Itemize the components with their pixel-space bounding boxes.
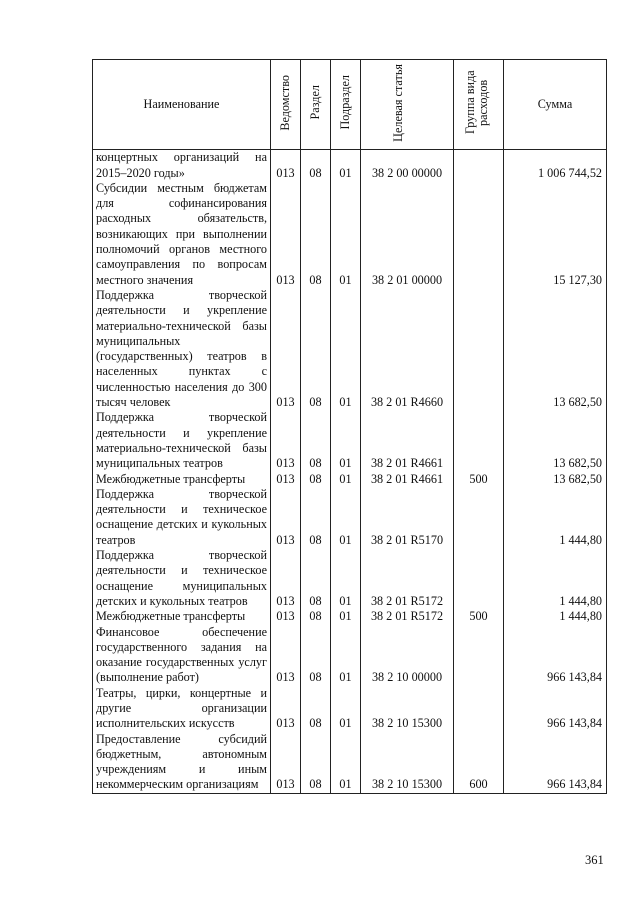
row-podrazdel: 01 — [331, 609, 361, 624]
row-sum: 966 143,84 — [504, 686, 607, 732]
row-name: концертных организаций на 2015–2020 годы» — [93, 150, 271, 181]
row-vedomstvo: 013 — [271, 609, 301, 624]
budget-table — [92, 59, 607, 794]
table-row — [93, 609, 607, 624]
row-vedomstvo: 013 — [271, 625, 301, 686]
row-sum: 1 444,80 — [504, 487, 607, 548]
row-razdel: 08 — [301, 181, 331, 288]
row-name: Субсидии местным бюджетам для софинансирования расходных обязательств, возникающих при выполнении полномочий органов местного самоуправления по вопросам местного значения — [93, 181, 271, 288]
row-podrazdel: 01 — [331, 625, 361, 686]
table-row — [93, 732, 607, 794]
row-vedomstvo: 013 — [271, 548, 301, 609]
row-vedomstvo: 013 — [271, 288, 301, 410]
row-name: Поддержка творческой деятельности и укрепление материально-технической базы муниципальных (государственных) театров в населенных пунктах с численностью населения до 300 тысяч человек — [93, 288, 271, 410]
row-group — [454, 410, 504, 471]
row-group — [454, 181, 504, 288]
table-row — [93, 548, 607, 609]
row-sum: 15 127,30 — [504, 181, 607, 288]
row-name: Межбюджетные трансферты — [93, 472, 271, 487]
row-podrazdel: 01 — [331, 686, 361, 732]
row-razdel: 08 — [301, 487, 331, 548]
row-group: 500 — [454, 609, 504, 624]
row-group — [454, 625, 504, 686]
table-header-row — [93, 60, 607, 150]
row-sum: 13 682,50 — [504, 288, 607, 410]
header-podrazdel: Подраздел — [331, 60, 361, 150]
row-podrazdel: 01 — [331, 150, 361, 181]
row-razdel: 08 — [301, 472, 331, 487]
row-target: 38 2 01 R5172 — [361, 548, 454, 609]
row-target: 38 2 00 00000 — [361, 150, 454, 181]
row-podrazdel: 01 — [331, 181, 361, 288]
row-razdel: 08 — [301, 288, 331, 410]
row-name: Театры, цирки, концертные и другие организации исполнительских искусств — [93, 686, 271, 732]
row-group: 600 — [454, 732, 504, 794]
row-target: 38 2 01 R4660 — [361, 288, 454, 410]
page-number: 361 — [585, 853, 604, 867]
row-sum: 13 682,50 — [504, 472, 607, 487]
header-vedomstvo: Ведомство — [271, 60, 301, 150]
row-name: Поддержка творческой деятельности и укрепление материально-технической базы муниципальных театров — [93, 410, 271, 471]
row-podrazdel: 01 — [331, 548, 361, 609]
row-vedomstvo: 013 — [271, 472, 301, 487]
row-name: Поддержка творческой деятельности и техническое оснащение муниципальных детских и кукольных театров — [93, 548, 271, 609]
row-sum: 1 444,80 — [504, 609, 607, 624]
row-target: 38 2 10 15300 — [361, 686, 454, 732]
row-name: Межбюджетные трансферты — [93, 609, 271, 624]
row-podrazdel: 01 — [331, 487, 361, 548]
row-vedomstvo: 013 — [271, 487, 301, 548]
header-target: Целевая статья — [361, 60, 454, 150]
row-target: 38 2 01 R4661 — [361, 472, 454, 487]
row-podrazdel: 01 — [331, 732, 361, 794]
row-group: 500 — [454, 472, 504, 487]
row-group — [454, 150, 504, 181]
row-razdel: 08 — [301, 732, 331, 794]
row-sum: 966 143,84 — [504, 625, 607, 686]
header-razdel: Раздел — [301, 60, 331, 150]
row-group — [454, 288, 504, 410]
header-name: Наименование — [93, 60, 271, 150]
row-sum: 966 143,84 — [504, 732, 607, 794]
row-vedomstvo: 013 — [271, 410, 301, 471]
row-podrazdel: 01 — [331, 288, 361, 410]
row-podrazdel: 01 — [331, 472, 361, 487]
row-group — [454, 686, 504, 732]
row-name: Предоставление субсидий бюджетным, автономным учреждениям и иным некоммерческим организациям — [93, 732, 271, 794]
row-podrazdel: 01 — [331, 410, 361, 471]
row-razdel: 08 — [301, 609, 331, 624]
row-group — [454, 548, 504, 609]
row-target: 38 2 10 15300 — [361, 732, 454, 794]
row-razdel: 08 — [301, 150, 331, 181]
header-sum: Сумма — [504, 60, 607, 150]
row-sum: 13 682,50 — [504, 410, 607, 471]
table-row — [93, 686, 607, 732]
row-target: 38 2 01 R5170 — [361, 487, 454, 548]
row-target: 38 2 01 00000 — [361, 181, 454, 288]
header-group: Группа вида расходов — [454, 60, 504, 150]
row-group — [454, 487, 504, 548]
row-target: 38 2 01 R5172 — [361, 609, 454, 624]
row-sum: 1 444,80 — [504, 548, 607, 609]
row-vedomstvo: 013 — [271, 686, 301, 732]
table-row — [93, 472, 607, 487]
row-razdel: 08 — [301, 548, 331, 609]
row-vedomstvo: 013 — [271, 181, 301, 288]
row-razdel: 08 — [301, 410, 331, 471]
row-name: Поддержка творческой деятельности и техническое оснащение детских и кукольных театров — [93, 487, 271, 548]
row-vedomstvo: 013 — [271, 150, 301, 181]
row-name: Финансовое обеспечение государственного задания на оказание государственных услуг (выполнение работ) — [93, 625, 271, 686]
row-razdel: 08 — [301, 686, 331, 732]
row-vedomstvo: 013 — [271, 732, 301, 794]
row-target: 38 2 10 00000 — [361, 625, 454, 686]
table-row — [93, 487, 607, 548]
table-row — [93, 410, 607, 471]
table-row — [93, 150, 607, 181]
table-row — [93, 181, 607, 288]
row-target: 38 2 01 R4661 — [361, 410, 454, 471]
table-row — [93, 288, 607, 410]
row-sum: 1 006 744,52 — [504, 150, 607, 181]
row-razdel: 08 — [301, 625, 331, 686]
table-row — [93, 625, 607, 686]
